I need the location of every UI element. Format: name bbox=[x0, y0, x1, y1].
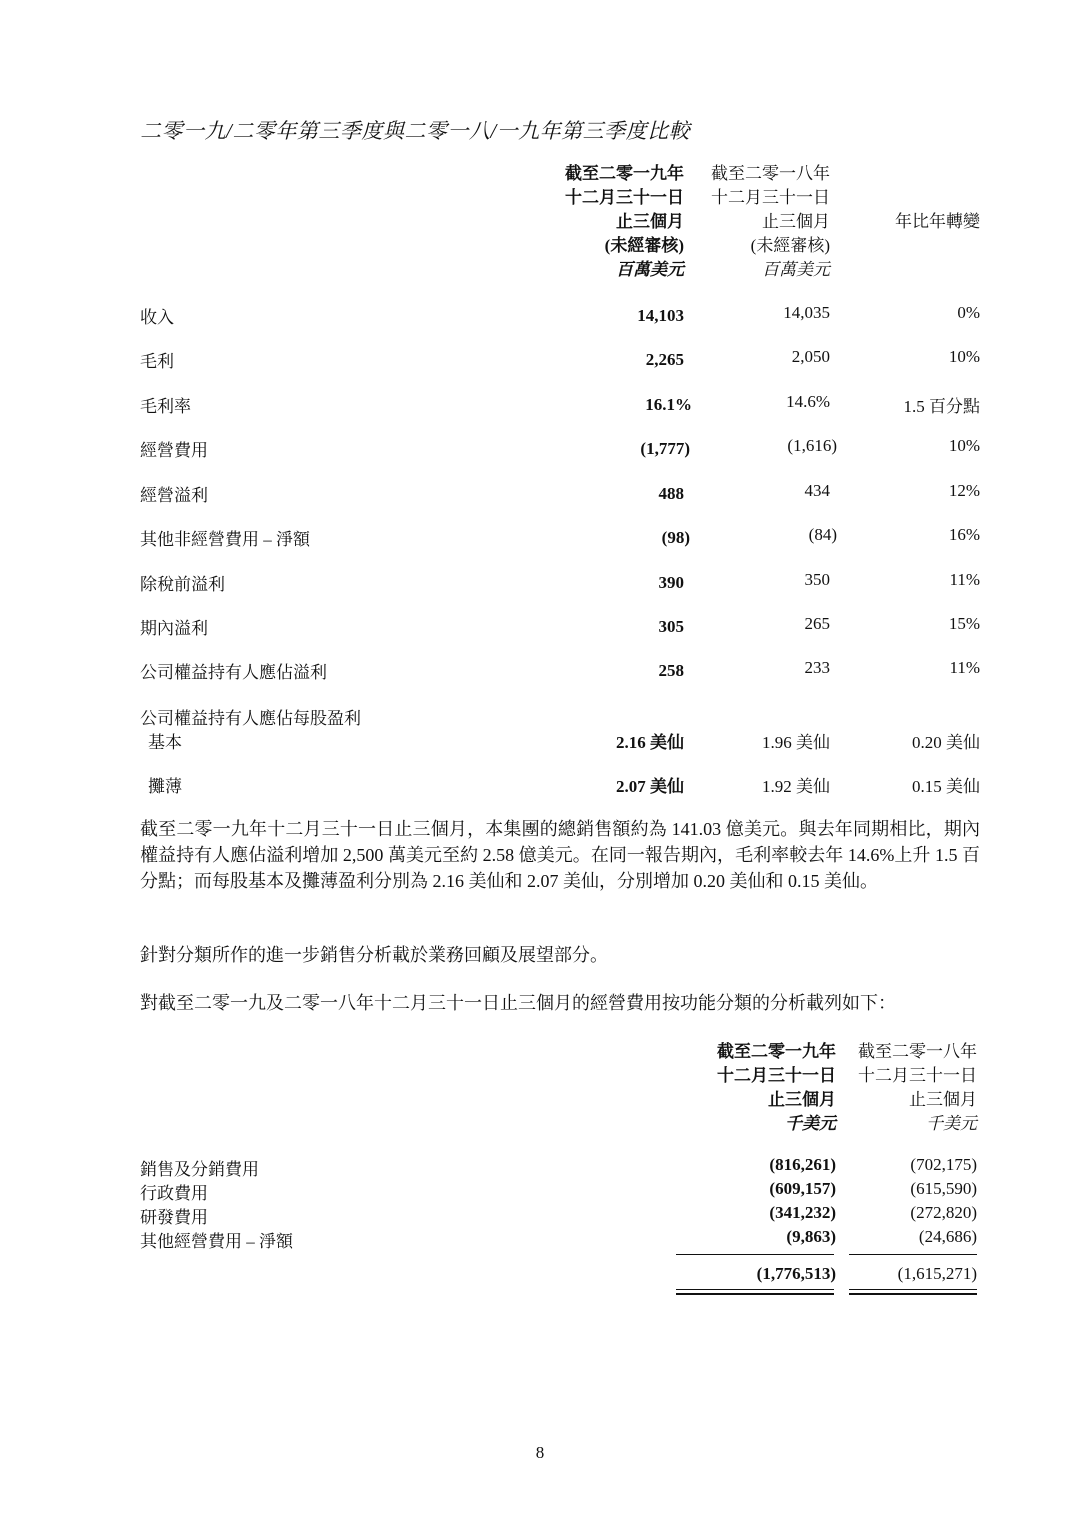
table-row bbox=[0, 614, 1080, 640]
change-value: 10% bbox=[948, 347, 980, 366]
header-line: 截至二零一九年 bbox=[565, 164, 684, 183]
prior-value: 350 bbox=[804, 570, 830, 589]
change-value: 11% bbox=[949, 570, 980, 589]
current-value: 390 bbox=[658, 573, 684, 592]
table-row bbox=[0, 728, 1080, 754]
table-row bbox=[0, 1227, 1080, 1251]
prior-value: 1.92 美仙 bbox=[762, 777, 830, 796]
prior-value: (272,820) bbox=[910, 1203, 977, 1222]
table1-col3-header: 年比年轉變 bbox=[895, 212, 980, 231]
row-label: 經營溢利 bbox=[140, 486, 208, 505]
page-number: 8 bbox=[535, 1443, 545, 1462]
row-label: 收入 bbox=[140, 308, 174, 327]
section-title: 二零一九/二零年第三季度與二零一八/一九年第三季度比較 bbox=[140, 119, 691, 143]
subtotal-rule bbox=[849, 1254, 977, 1255]
segment-note-paragraph: 針對分類所作的進一步銷售分析載於業務回顧及展望部分。 bbox=[140, 945, 608, 965]
row-label: 公司權益持有人應佔溢利 bbox=[140, 663, 327, 682]
current-value: 14,103 bbox=[637, 306, 684, 325]
prior-value: 2,050 bbox=[791, 347, 830, 366]
change-value: 0.20 美仙 bbox=[912, 733, 980, 752]
current-value: 2.16 美仙 bbox=[616, 733, 684, 752]
header-line: 止三個月 bbox=[762, 212, 830, 231]
table2-col2-header bbox=[858, 1040, 977, 1136]
prior-value: 233 bbox=[804, 658, 830, 677]
row-label: 銷售及分銷費用 bbox=[140, 1160, 259, 1179]
header-line: 截至二零一九年 bbox=[717, 1042, 836, 1061]
current-value: 16.1% bbox=[645, 395, 692, 414]
total-current-value: (1,776,513) bbox=[756, 1264, 836, 1283]
table-row bbox=[0, 347, 1080, 373]
header-line: 止三個月 bbox=[909, 1090, 977, 1109]
table-row bbox=[0, 525, 1080, 551]
change-value: 10% bbox=[948, 436, 980, 455]
current-value: (341,232) bbox=[769, 1203, 836, 1222]
header-line: 十二月三十一日 bbox=[711, 188, 830, 207]
table1-col2-header bbox=[711, 162, 830, 282]
row-label: 毛利率 bbox=[140, 397, 191, 416]
table-row bbox=[0, 481, 1080, 507]
table-row bbox=[0, 772, 1080, 798]
prior-value: (615,590) bbox=[910, 1179, 977, 1198]
table-row bbox=[0, 436, 1080, 462]
header-line: 十二月三十一日 bbox=[858, 1066, 977, 1085]
eps-label: 公司權益持有人應佔每股盈利 bbox=[140, 709, 361, 728]
current-value: (609,157) bbox=[769, 1179, 836, 1198]
table-row bbox=[0, 392, 1080, 418]
row-label: 行政費用 bbox=[140, 1184, 208, 1203]
change-value: 1.5 百分點 bbox=[903, 397, 980, 416]
current-value: 488 bbox=[658, 484, 684, 503]
current-value: (816,261) bbox=[769, 1155, 836, 1174]
header-unit: 百萬美元 bbox=[762, 260, 830, 279]
eps-heading-row bbox=[0, 704, 1080, 730]
row-label: 毛利 bbox=[140, 352, 174, 371]
change-value: 15% bbox=[948, 614, 980, 633]
expense-intro-paragraph: 對截至二零一九及二零一八年十二月三十一日止三個月的經營費用按功能分類的分析載列如下： bbox=[140, 993, 896, 1013]
table-row bbox=[0, 1155, 1080, 1179]
change-value: 0.15 美仙 bbox=[912, 777, 980, 796]
table-row bbox=[0, 303, 1080, 329]
row-label: 其他經營費用 – 淨額 bbox=[140, 1232, 293, 1251]
prior-value: 265 bbox=[804, 614, 830, 633]
change-value: 0% bbox=[957, 303, 980, 322]
prior-value: (24,686) bbox=[918, 1227, 977, 1246]
header-unit: 千美元 bbox=[926, 1114, 977, 1133]
current-value: 2.07 美仙 bbox=[616, 777, 684, 796]
current-value: (98) bbox=[661, 528, 690, 547]
header-line: 十二月三十一日 bbox=[565, 188, 684, 207]
header-line: 十二月三十一日 bbox=[717, 1066, 836, 1085]
header-unit: 百萬美元 bbox=[616, 260, 684, 279]
table-row bbox=[0, 570, 1080, 596]
prior-value: 14.6% bbox=[786, 392, 830, 411]
change-value: 12% bbox=[948, 481, 980, 500]
header-line: (未經審核) bbox=[750, 236, 830, 255]
header-line: 截至二零一八年 bbox=[711, 164, 830, 183]
prior-value: (1,616) bbox=[787, 436, 837, 455]
current-value: 2,265 bbox=[645, 350, 684, 369]
row-label: 基本 bbox=[148, 733, 182, 752]
prior-value: 14,035 bbox=[783, 303, 830, 322]
table-row bbox=[0, 658, 1080, 684]
header-line: (未經審核) bbox=[604, 236, 684, 255]
row-label: 期內溢利 bbox=[140, 619, 208, 638]
row-label: 攤薄 bbox=[148, 777, 182, 796]
table2-col1-header bbox=[717, 1040, 836, 1136]
header-unit: 千美元 bbox=[785, 1114, 836, 1133]
prior-value: 434 bbox=[804, 481, 830, 500]
total-double-rule bbox=[676, 1289, 834, 1295]
header-line: 止三個月 bbox=[768, 1090, 836, 1109]
prior-value: 1.96 美仙 bbox=[762, 733, 830, 752]
table1-col1-header bbox=[565, 162, 684, 282]
row-label: 經營費用 bbox=[140, 441, 208, 460]
prior-value: (84) bbox=[808, 525, 837, 544]
current-value: (1,777) bbox=[640, 439, 690, 458]
row-label: 其他非經營費用 – 淨額 bbox=[140, 530, 310, 549]
change-value: 16% bbox=[948, 525, 980, 544]
total-prior-value: (1,615,271) bbox=[897, 1264, 977, 1283]
total-double-rule bbox=[849, 1289, 977, 1295]
prior-value: (702,175) bbox=[910, 1155, 977, 1174]
header-line: 止三個月 bbox=[616, 212, 684, 231]
subtotal-rule bbox=[676, 1254, 834, 1255]
table-row bbox=[0, 1179, 1080, 1203]
table-row bbox=[0, 1203, 1080, 1227]
summary-paragraph: 截至二零一九年十二月三十一日止三個月，本集團的總銷售額約為 141.03 億美元。與去年同期相比，期內權益持有人應佔溢利增加 2,500 萬美元至約 2.58 億美元。在同一報告期內，毛利率較去年 14.6%上升 1.5 百分點；而每股基本及攤薄盈利分別為 2.16 美仙和 2.07 美仙，分別增加 0.20 美仙和 0.15 美仙。 bbox=[140, 819, 980, 891]
row-label: 除稅前溢利 bbox=[140, 575, 225, 594]
total-row bbox=[0, 1264, 1080, 1288]
header-line: 截至二零一八年 bbox=[858, 1042, 977, 1061]
change-value: 11% bbox=[949, 658, 980, 677]
current-value: 258 bbox=[658, 661, 684, 680]
row-label: 研發費用 bbox=[140, 1208, 208, 1227]
current-value: 305 bbox=[658, 617, 684, 636]
current-value: (9,863) bbox=[786, 1227, 836, 1246]
